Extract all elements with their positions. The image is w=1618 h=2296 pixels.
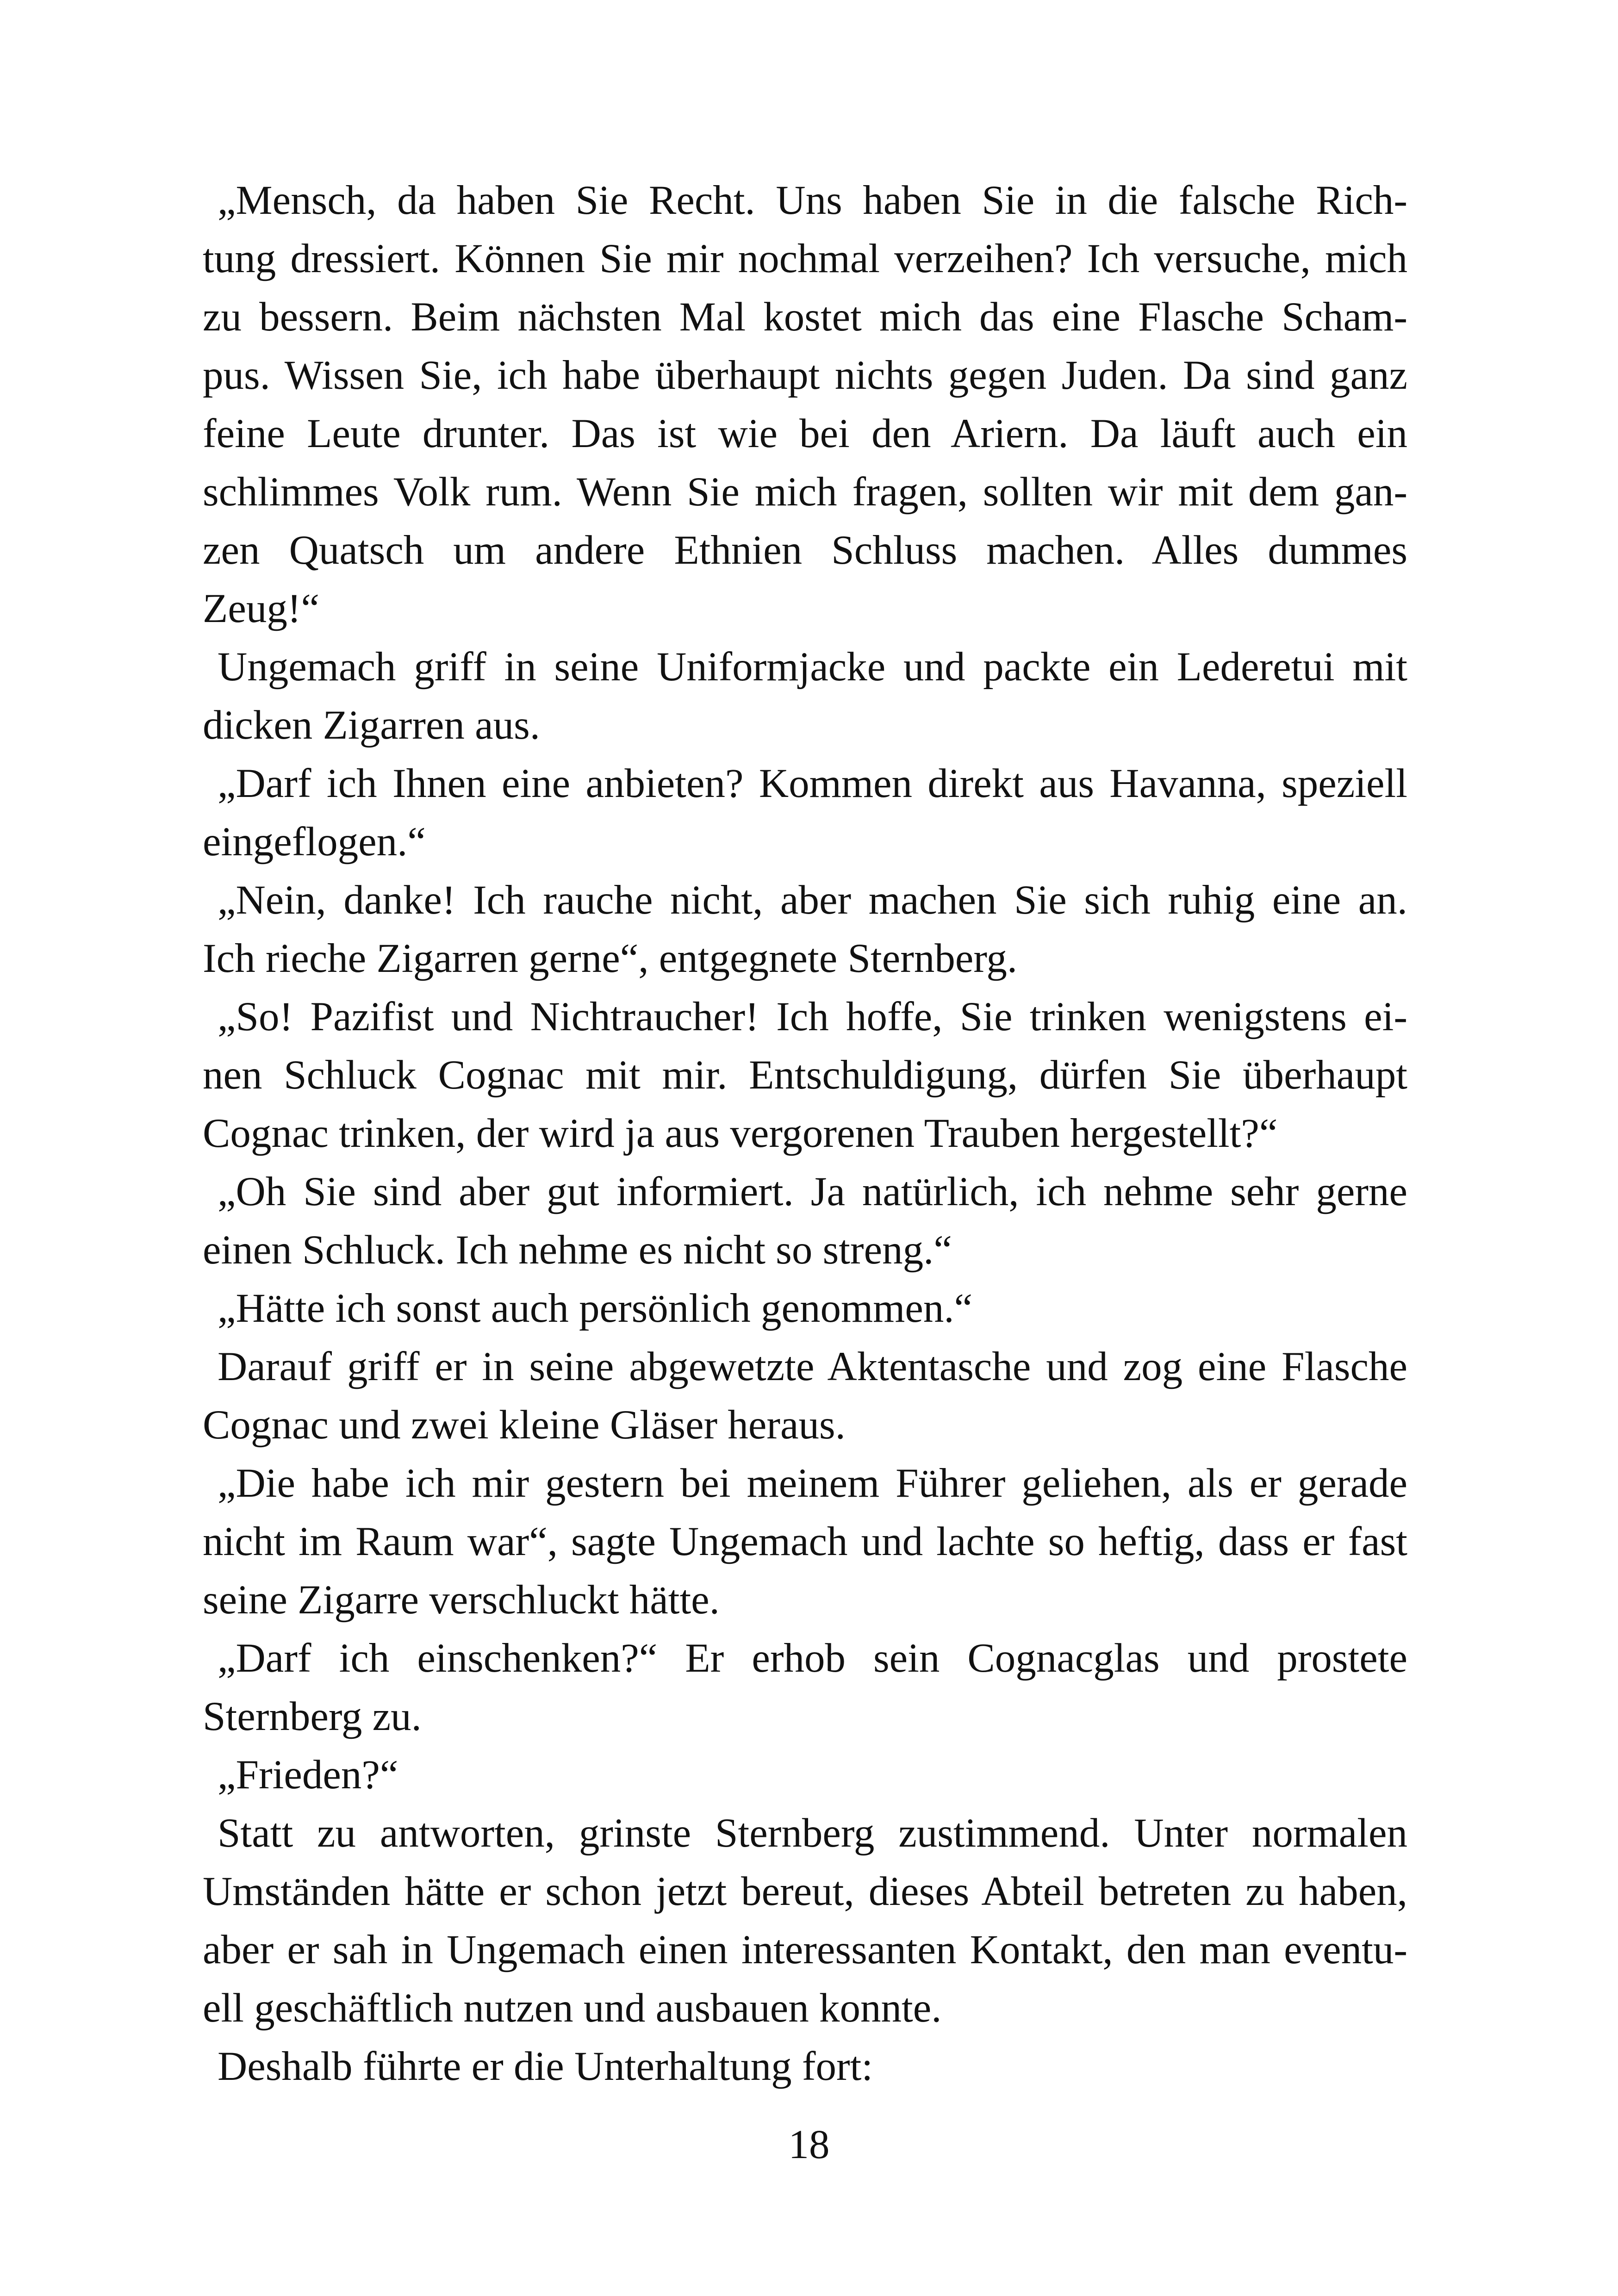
text-line: Cognac und zwei kleine Gläser heraus. xyxy=(203,1402,846,1448)
text-line: pus. Wissen Sie, ich habe überhaupt nichts gegen Juden. Da sind ganz xyxy=(203,353,1407,398)
text-line: „Die habe ich mir gestern bei meinem Führer geliehen, als er gerade xyxy=(218,1461,1407,1506)
text-line: Darauf griff er in seine abgewetzte Aktentasche und zog eine Flasche xyxy=(218,1344,1407,1389)
text-line: nicht im Raum war“, sagte Ungemach und lachte so heftig, dass er fast xyxy=(203,1519,1407,1564)
text-line: „Darf ich einschenken?“ Er erhob sein Cognacglas und prostete xyxy=(218,1636,1407,1681)
text-line: Sternberg zu. xyxy=(203,1694,422,1739)
text-line: aber er sah in Ungemach einen interessanten Kontakt, den man eventu- xyxy=(203,1927,1407,1972)
text-line: feine Leute drunter. Das ist wie bei den Ariern. Da läuft auch ein xyxy=(203,411,1407,456)
text-line: tung dressiert. Können Sie mir nochmal verzeihen? Ich versuche, mich xyxy=(203,236,1407,281)
text-line: Statt zu antworten, grinste Sternberg zustimmend. Unter normalen xyxy=(218,1811,1407,1856)
text-line: „Hätte ich sonst auch persönlich genommen.“ xyxy=(218,1286,973,1331)
text-line: „Nein, danke! Ich rauche nicht, aber machen Sie sich ruhig eine an. xyxy=(218,877,1407,923)
text-line: „Darf ich Ihnen eine anbieten? Kommen direkt aus Havanna, speziell xyxy=(218,761,1407,806)
text-line: eingeflogen.“ xyxy=(203,819,426,865)
text-line: schlimmes Volk rum. Wenn Sie mich fragen, sollten wir mit dem gan- xyxy=(203,469,1407,515)
text-line: „Frieden?“ xyxy=(218,1752,398,1798)
text-line: Zeug!“ xyxy=(203,586,320,631)
text-line: dicken Zigarren aus. xyxy=(203,703,540,748)
text-line: Umständen hätte er schon jetzt bereut, dieses Abteil betreten zu haben, xyxy=(203,1869,1407,1914)
body-text xyxy=(203,171,1407,2096)
text-line: „So! Pazifist und Nichtraucher! Ich hoffe, Sie trinken wenigstens ei- xyxy=(218,994,1407,1039)
text-line: zu bessern. Beim nächsten Mal kostet mich das eine Flasche Scham- xyxy=(203,294,1407,340)
page-number: 18 xyxy=(788,2122,830,2167)
text-line: Ungemach griff in seine Uniformjacke und packte ein Lederetui mit xyxy=(218,644,1407,690)
text-line: zen Quatsch um andere Ethnien Schluss machen. Alles dummes xyxy=(203,528,1407,573)
text-line: Cognac trinken, der wird ja aus vergorenen Trauben hergestellt?“ xyxy=(203,1111,1278,1156)
text-line: Ich rieche Zigarren gerne“, entgegnete Sternberg. xyxy=(203,936,1018,981)
text-line: „Oh Sie sind aber gut informiert. Ja natürlich, ich nehme sehr gerne xyxy=(218,1169,1407,1214)
text-line: ell geschäftlich nutzen und ausbauen konnte. xyxy=(203,1985,942,2031)
text-line: Deshalb führte er die Unterhaltung fort: xyxy=(218,2044,873,2089)
text-line: „Mensch, da haben Sie Recht. Uns haben Sie in die falsche Rich- xyxy=(218,178,1407,223)
text-line: seine Zigarre verschluckt hätte. xyxy=(203,1577,720,1623)
text-line: einen Schluck. Ich nehme es nicht so streng.“ xyxy=(203,1227,952,1273)
text-line: nen Schluck Cognac mit mir. Entschuldigung, dürfen Sie überhaupt xyxy=(203,1052,1407,1098)
